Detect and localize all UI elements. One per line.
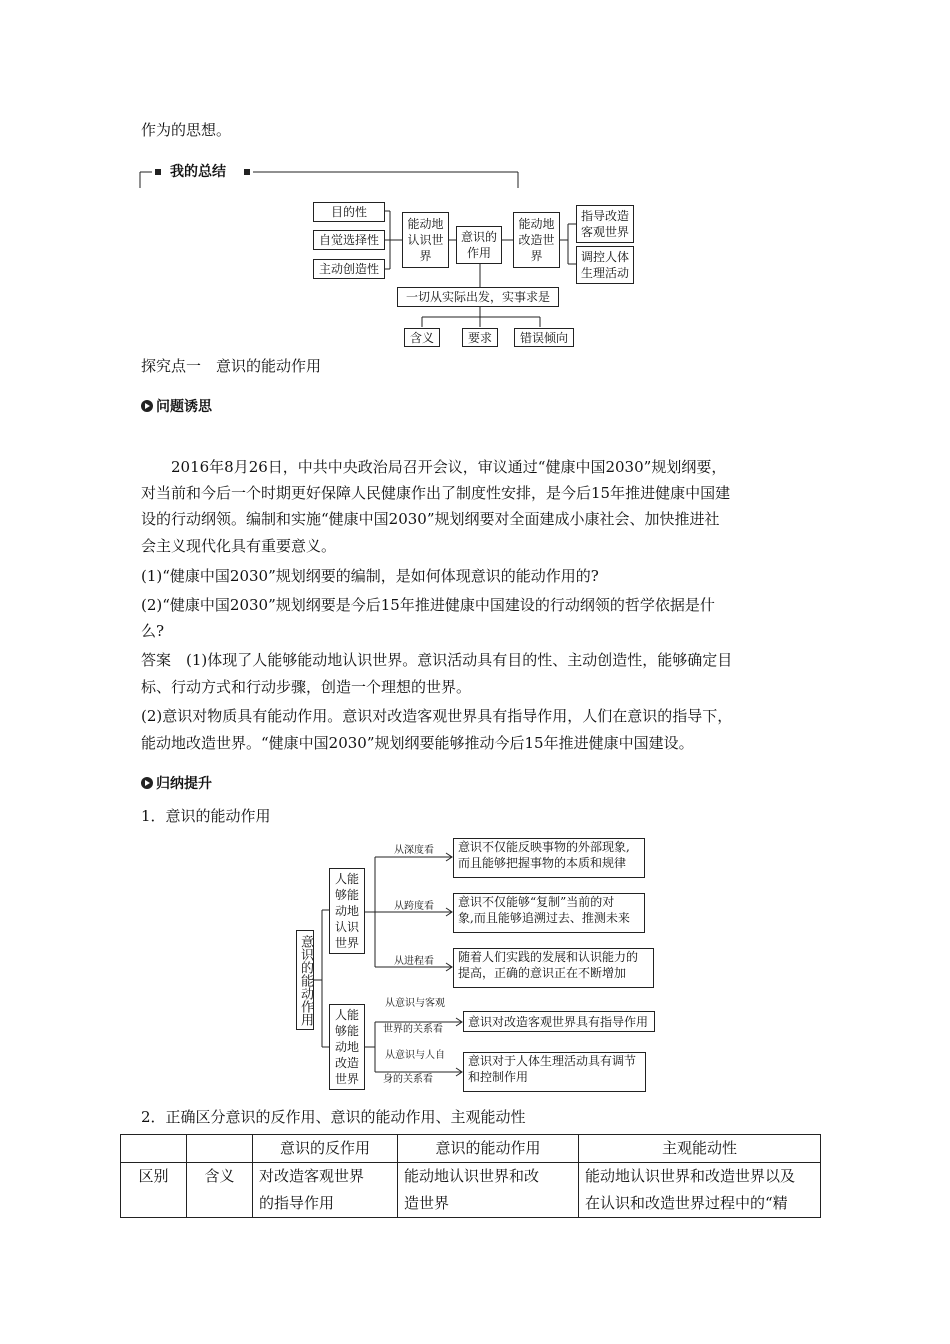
cell-line: 在认识和改造世界过程中的“精 [585, 1194, 788, 1212]
wenti-heading-text: 问题诱思 [156, 399, 212, 415]
question-2: (2)“健康中国2030”规划纲要是今后15年推进健康中国建设的行动纲领的哲学依据是什 [141, 596, 715, 614]
wenti-para-line: 2016年8月26日，中共中央政治局召开会议，审议通过“健康中国2030”规划纲要， [171, 458, 727, 476]
cell-line: 能动地认识世界和改造世界以及 [585, 1167, 796, 1185]
answer-line: 能动地改造世界。“健康中国2030”规划纲要能够推动今后15年推进健康中国建设。 [141, 734, 694, 752]
table-header: 主观能动性 [579, 1135, 821, 1163]
item-1: 1．意识的能动作用 [141, 807, 271, 825]
box-jincheng-line2: 提高，正确的意识正在不断增加 [458, 966, 627, 980]
box-kuadu-line1: 意识不仅能够“复制”当前的对 [458, 895, 615, 909]
question-2-cont: 么? [141, 622, 165, 640]
box-zhudong: 主动创造性 [313, 259, 385, 279]
table-cell [398, 1163, 579, 1218]
table-header-row [121, 1135, 821, 1163]
label-renzi-cont: 身的关系看 [383, 1074, 433, 1085]
cell-line: 造世界 [404, 1194, 450, 1212]
wenti-para-line: 对当前和今后一个时期更好保障人民健康作出了制度性安排，是今后15年推进健康中国建 [141, 484, 731, 502]
summary-label: 我的总结 [170, 164, 226, 180]
wenti-heading [141, 396, 212, 418]
row-label: 区别 [121, 1163, 187, 1218]
label-keguan: 从意识与客观 [385, 998, 445, 1009]
cell-line: 对改造客观世界 [259, 1167, 365, 1185]
answer-line: 标、行动方式和行动步骤，创造一个理想的世界。 [141, 678, 472, 696]
play-icon [141, 777, 153, 789]
table-header: 意识的能动作用 [398, 1135, 579, 1163]
section-title: 探究点一 意识的能动作用 [141, 357, 322, 375]
cell-line: 的指导作用 [259, 1194, 335, 1212]
table-row [121, 1163, 821, 1218]
play-icon [141, 400, 153, 412]
guina-heading [141, 773, 212, 795]
box-jincheng [453, 948, 654, 988]
box-yiqie: 一切从实际出发，实事求是 [397, 287, 559, 307]
answer-line: 答案 (1)体现了人能够能动地认识世界。意识活动具有目的性、主动创造性，能够确定目 [141, 651, 733, 669]
table-cell [579, 1163, 821, 1218]
box-kuadu-line2: 象,而且能够追溯过去、推测未来 [458, 911, 630, 925]
box-zhidao: 指导改造客观世界 [576, 205, 634, 243]
wenti-para-line: 会主义现代化具有重要意义。 [141, 537, 337, 555]
table-header: 意识的反作用 [253, 1135, 398, 1163]
box-zhidao-zuoyong: 意识对改造客观世界具有指导作用 [463, 1011, 655, 1032]
box-mudi: 目的性 [313, 202, 385, 222]
label-renzi: 从意识与人自 [385, 1050, 445, 1061]
question-1: (1)“健康中国2030”规划纲要的编制，是如何体现意识的能动作用的? [141, 567, 599, 585]
label-jincheng: 从进程看 [394, 956, 434, 967]
box-zijue: 自觉选择性 [313, 230, 385, 250]
box-shendu-line1: 意识不仅能反映事物的外部现象, [458, 840, 630, 854]
label-shendu: 从深度看 [394, 845, 434, 856]
box-kuadu [453, 893, 645, 933]
guina-heading-text: 归纳提升 [156, 776, 212, 792]
box-jincheng-line1: 随着人们实践的发展和认识能力的 [458, 950, 639, 964]
box-tiaojie [463, 1052, 646, 1092]
table-cell [187, 1135, 253, 1163]
cell-line: 能动地认识世界和改 [404, 1167, 540, 1185]
box-renshi: 能动地认识世界 [402, 212, 449, 268]
box-tiaokong: 调控人体生理活动 [576, 246, 634, 284]
box-yaoqiu: 要求 [462, 328, 498, 347]
label-keguan-cont: 世界的关系看 [383, 1024, 443, 1035]
box-group1: 人能够能动地认识世界 [329, 868, 365, 954]
item-2: 2．正确区分意识的反作用、意识的能动作用、主观能动性 [141, 1108, 526, 1126]
box-zuoyong: 意识的作用 [456, 226, 502, 264]
sub-label: 含义 [187, 1163, 253, 1218]
box-gaizao: 能动地改造世界 [513, 212, 560, 268]
intro-text: 作为的思想。 [141, 121, 232, 139]
answer-line: (2)意识对物质具有能动作用。意识对改造客观世界具有指导作用，人们在意识的指导下， [141, 707, 733, 725]
box-tiaojie-line2: 和控制作用 [468, 1070, 529, 1084]
box-shendu [453, 838, 645, 878]
box-hanyi: 含义 [404, 328, 440, 347]
table-cell [253, 1163, 398, 1218]
table-cell [121, 1135, 187, 1163]
box-group2: 人能够能动地改造世界 [329, 1004, 365, 1090]
box-root: 意识的能动作用 [296, 930, 314, 1030]
box-shendu-line2: 而且能够把握事物的本质和规律 [458, 856, 627, 870]
box-cuowu: 错误倾向 [514, 328, 574, 347]
box-tiaojie-line1: 意识对于人体生理活动具有调节 [468, 1054, 637, 1068]
wenti-para-line: 设的行动纲领。编制和实施“健康中国2030”规划纲要对全面建成小康社会、加快推进社 [141, 510, 720, 528]
comparison-table [120, 1134, 821, 1218]
label-kuadu: 从跨度看 [394, 901, 434, 912]
